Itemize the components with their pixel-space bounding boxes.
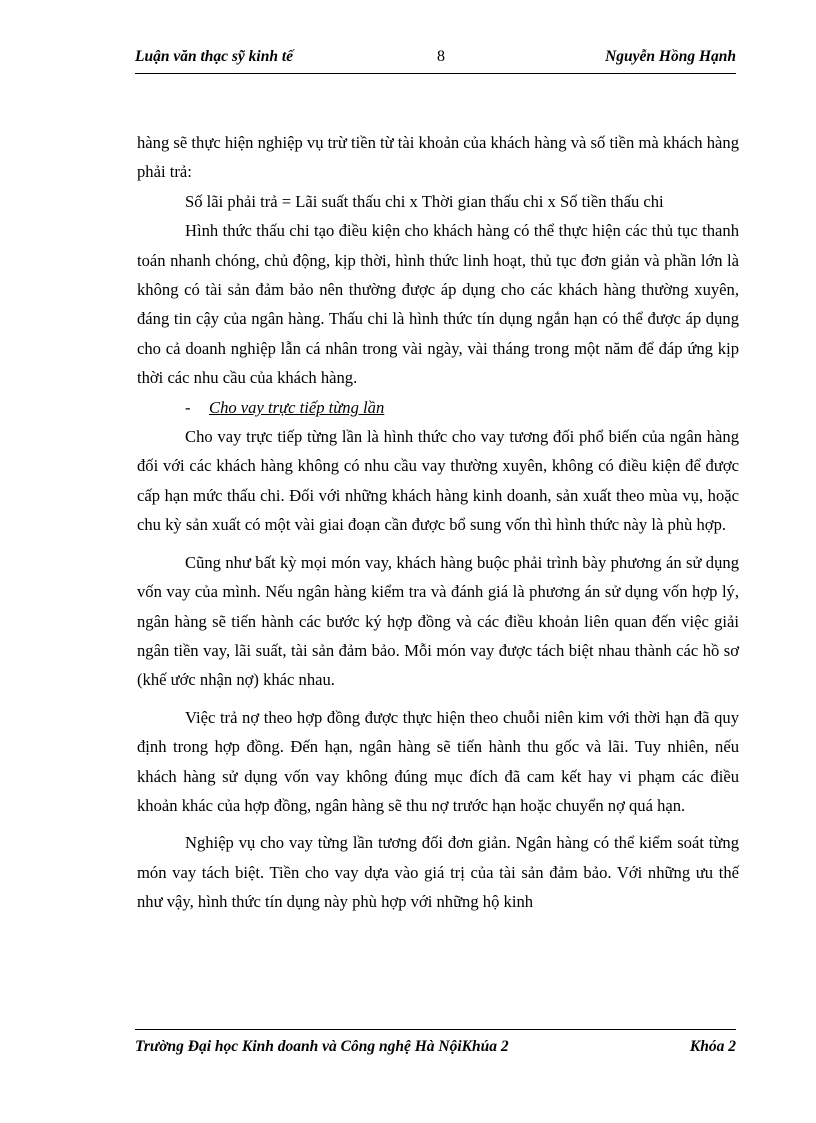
paragraph-advantages: Nghiệp vụ cho vay từng lần tương đối đơn giản. Ngân hàng có thể kiểm soát từng món vay tách biệt. Tiền cho vay dựa vào giá trị của tài sản đảm bảo. Với những ưu thế như vậy, hình thức tín dụng này phù hợp với những hộ kinh [137, 833, 739, 912]
page-number: 8 [437, 48, 445, 65]
paragraph-overdraft: Hình thức thấu chi tạo điều kiện cho khách hàng có thể thực hiện các thủ tục thanh toán nhanh chóng, chủ động, kịp thời, hình thức linh hoạt, thủ tục đơn giản và phần lớn là không có tài sản đảm bảo nên thường được áp dụng cho các khách hàng thường xuyên, đáng tin cậy của ngân hàng. Thấu chi là hình thức tín dụng ngắn hạn có thể được áp dụng cho cả doanh nghiệp lẫn cá nhân trong vài ngày, vài tháng trong một năm để đáp ứng kịp thời các nhu cầu của khách hàng. [137, 221, 739, 388]
page-body [137, 128, 739, 917]
page-footer [135, 1038, 736, 1060]
paragraph-direct-loan: Cho vay trực tiếp từng lần là hình thức cho vay tương đối phổ biến của ngân hàng đối với các khách hàng không có nhu cầu vay thường xuyên, không có điều kiện để được cấp hạn mức thấu chi. Đối với những khách hàng kinh doanh, sản xuất theo mùa vụ, hoặc chu kỳ sản xuất có một vài giai đoạn cần được bổ sung vốn thì hình thức này là phù hợp. [137, 427, 739, 535]
header-rule [135, 73, 736, 74]
footer-rule [135, 1029, 736, 1030]
paragraph-repayment: Việc trả nợ theo hợp đồng được thực hiện theo chuỗi niên kim với thời hạn đã quy định trong hợp đồng. Đến hạn, ngân hàng sẽ tiến hành thu gốc và lãi. Tuy nhiên, nếu khách hàng sử dụng vốn vay không đúng mục đích đã cam kết hay vi phạm các điều khoản khác của hợp đồng, ngân hàng sẽ thu nợ trước hạn hoặc chuyển nợ quá hạn. [137, 707, 739, 815]
footer-university: Trường Đại học Kinh doanh và Công nghệ Hà NộiKhúa 2 [135, 1038, 509, 1055]
section-heading: Cho vay trực tiếp từng lần [209, 397, 385, 417]
footer-course: Khóa 2 [689, 1038, 736, 1055]
paragraph-loan-plan: Cũng như bất kỳ mọi món vay, khách hàng buộc phải trình bày phương án sử dụng vốn vay của mình. Nếu ngân hàng kiểm tra và đánh giá là phương án sử dụng vốn hợp lý, ngân hàng sẽ tiến hành các bước ký hợp đồng và các điều khoản liên quan đến việc giải ngân tiền vay, lãi suất, tài sản đảm bảo. Mỗi món vay được tách biệt nhau thành các hồ sơ (khế ước nhận nợ) khác nhau. [137, 552, 739, 690]
paragraph-continuation: hàng sẽ thực hiện nghiệp vụ trừ tiền từ tài khoản của khách hàng và số tiền mà khách hàng phải trả: [137, 133, 739, 182]
header-thesis-title: Luận văn thạc sỹ kinh tế [135, 48, 294, 65]
section-bullet [137, 393, 739, 422]
page-header [135, 48, 736, 70]
interest-formula: Số lãi phải trả = Lãi suất thấu chi x Thời gian thấu chi x Số tiền thấu chi [185, 191, 664, 211]
bullet-dash: - [185, 397, 191, 417]
header-author: Nguyễn Hồng Hạnh [605, 48, 736, 65]
